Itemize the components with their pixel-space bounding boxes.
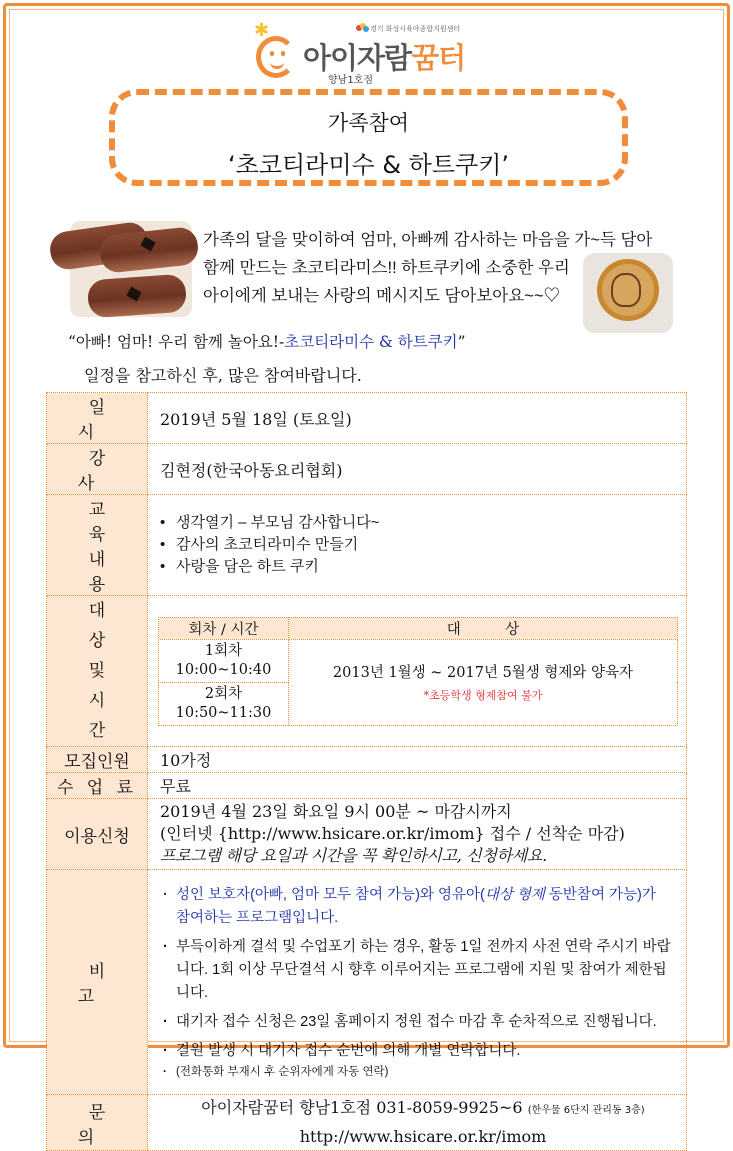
- remark-item: · 부득이하게 결석 및 수업포기 하는 경우, 활동 1일 전까지 사전 연락 주시기 바랍니다. 1회 이상 무단결석 시 향후 이루어지는 프로그램에 지원 및 참여가 제한됩니다.: [160, 936, 672, 1005]
- recruit-label: 모집인원: [47, 747, 148, 773]
- recruit-row: [47, 747, 687, 773]
- org-mark-icon: [356, 23, 368, 33]
- inquiry-address: (한우물 6단지 관리동 3층): [527, 1105, 645, 1116]
- schedule-slot-1: 1회차 10:00~10:40: [159, 639, 289, 682]
- content-item: • 사랑을 담은 하트 쿠키: [160, 556, 686, 578]
- target-label: 대 상 및 시 간: [47, 596, 148, 747]
- remarks-row: [47, 870, 687, 1095]
- fee-label: 수 업 료: [47, 773, 148, 799]
- content-label: 교 육 내 용: [47, 495, 148, 596]
- content-row: [47, 495, 687, 596]
- instructor-label: 강 사: [47, 444, 148, 495]
- remarks-value: [148, 870, 687, 1095]
- intro-line: 가족의 달을 맞이하여 엄마, 아빠께 감사하는 마음을 가~득 담아: [203, 231, 653, 249]
- participation-note: 일정을 참고하신 후, 많은 참여바랍니다.: [84, 366, 362, 385]
- remark-item: · 결원 발생 시 대기자 접수 순번에 의해 개별 연락합니다.: [160, 1040, 672, 1063]
- logo-branch: 향남1호점: [328, 75, 374, 86]
- logo-org-name: 경기 화성시육아종합지원센터: [370, 25, 461, 33]
- intro-text: [203, 226, 653, 310]
- schedule-cell: [148, 596, 687, 747]
- quote-highlight: 초코티라미수 & 하트쿠키: [284, 333, 458, 351]
- title-line2: ‘초코티라미수 & 하트쿠키’: [227, 151, 510, 179]
- instructor-row: [47, 444, 687, 495]
- schedule-slot-2: 2회차 10:50~11:30: [159, 682, 289, 725]
- fee-value: 무료: [148, 773, 687, 799]
- apply-value: 2019년 4월 23일 화요일 9시 00분 ~ 마감시까지 (인터넷 {http://www.hsicare.or.kr/imom} 접수 / 선착순 마감) 프로그램 해당 요일과 시간을 꼭 확인하시고, 신청하세요.: [148, 799, 687, 870]
- date-row: [47, 393, 687, 444]
- star-icon: ✱: [254, 20, 270, 41]
- inquiry-row: [47, 1095, 687, 1151]
- recruit-value: 10가정: [148, 747, 687, 773]
- schedule-header-target: 대 상: [289, 617, 678, 639]
- title-line1: 가족참여: [327, 111, 410, 135]
- remark-sub: · (전화통화 부재시 후 순위자에게 자동 연락): [160, 1063, 672, 1081]
- quote-suffix: ”: [457, 333, 466, 351]
- schedule-target-note: *초등학생 형제참여 불가: [423, 689, 543, 702]
- title-box: [109, 89, 628, 186]
- logo-name-part1: 아이자람: [303, 41, 412, 75]
- schedule-table: [158, 617, 678, 726]
- tiramisu-photo: [70, 221, 192, 317]
- logo-name-part2: 꿈터: [411, 41, 466, 75]
- info-table: [46, 392, 687, 1151]
- smiley-icon: [256, 36, 296, 78]
- apply-label: 이용신청: [47, 799, 148, 870]
- inquiry-url[interactable]: http://www.hsicare.or.kr/imom: [299, 1127, 547, 1146]
- apply-row: [47, 799, 687, 870]
- content-item: • 생각열기 – 부모님 감사합니다~: [160, 512, 686, 534]
- date-label: 일 시: [47, 393, 148, 444]
- date-value: 2019년 5월 18일 (토요일): [148, 393, 687, 444]
- content-value: [148, 495, 687, 596]
- schedule-header-slot: 회차 / 시간: [159, 617, 289, 639]
- inquiry-value: [148, 1095, 687, 1151]
- bunny-drawing: [611, 273, 641, 307]
- instructor-value: 김현정(한국아동요리협회): [148, 444, 687, 495]
- intro-line: 함께 만드는 초코티라미스!! 하트쿠키에 소중한 우리: [203, 259, 570, 277]
- quote: [68, 330, 466, 352]
- fee-row: [47, 773, 687, 799]
- inquiry-phone: 아이자람꿈터 향남1호점 031-8059-9925~6: [201, 1098, 523, 1117]
- intro-line: 아이에게 보내는 사랑의 메시지도 담아보아요~~♡: [203, 287, 560, 305]
- target-row: [47, 596, 687, 747]
- remarks-label: 비 고: [47, 870, 148, 1095]
- schedule-target: 2013년 1월생 ~ 2017년 5월생 형제와 양육자 *초등학생 형제참여 불가: [289, 639, 678, 725]
- remark-item: · 대기자 접수 신청은 23일 홈페이지 정원 접수 마감 후 순차적으로 진행됩니다.: [160, 1011, 672, 1034]
- content-item: • 감사의 초코티라미수 만들기: [160, 534, 686, 556]
- inquiry-label: 문 의: [47, 1095, 148, 1151]
- heart-cookie-photo: [583, 253, 673, 333]
- center-logo: [248, 20, 488, 86]
- remark-item: · 성인 보호자(아빠, 엄마 모두 참여 가능)와 영유아(대상 형제 동반참여 가능)가 참여하는 프로그램입니다.: [160, 884, 672, 930]
- quote-prefix: “아빠! 엄마! 우리 함께 놀아요!-: [68, 333, 285, 351]
